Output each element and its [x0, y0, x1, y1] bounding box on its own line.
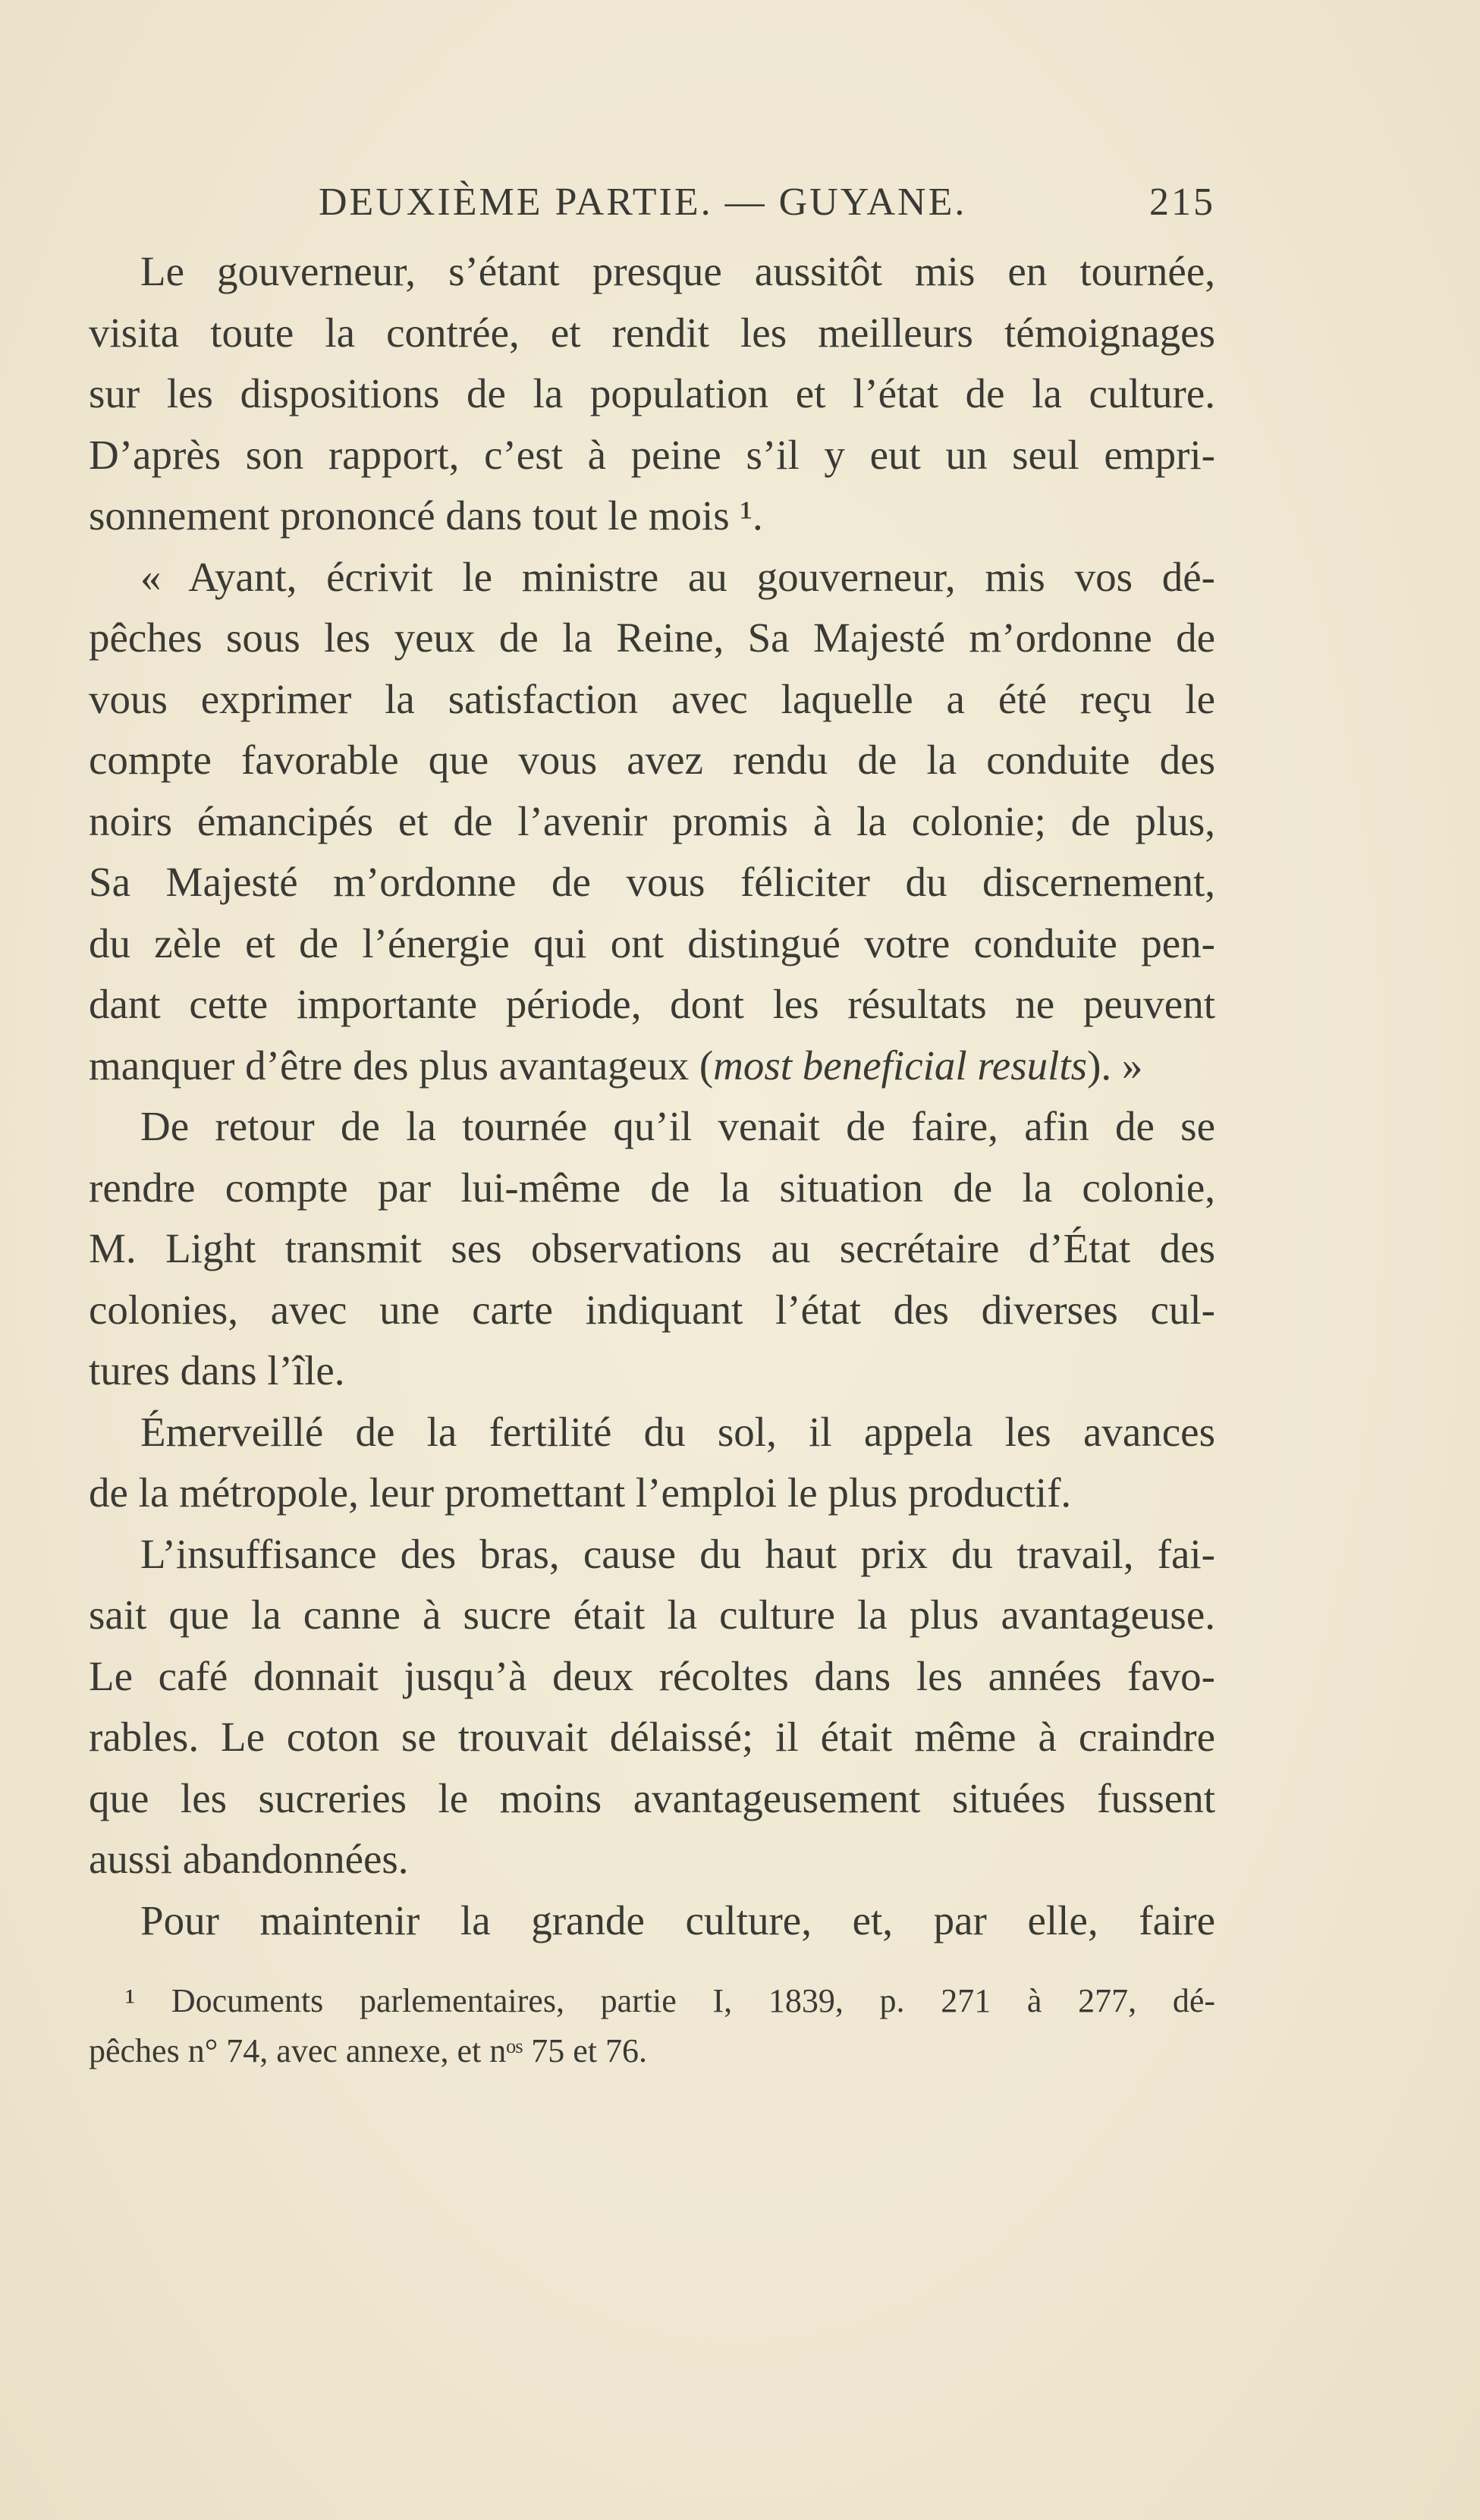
- text-line: sonnement prononcé dans tout le mois ¹.: [89, 492, 763, 539]
- text-line: que les sucreries le moins avantageusement situées fussent: [89, 1774, 1215, 1821]
- text-line: noirs émancipés et de l’avenir promis à la colonie; de plus,: [89, 797, 1215, 844]
- running-header: [89, 176, 1215, 229]
- running-title: DEUXIÈME PARTIE. — GUYANE.: [319, 181, 967, 224]
- text-line: Émerveillé de la fertilité du sol, il appela les avances: [140, 1408, 1215, 1455]
- text-line: sait que la canne à sucre était la culture la plus avantageuse.: [89, 1591, 1215, 1638]
- text-line: pêches sous les yeux de la Reine, Sa Majesté m’ordonne de: [89, 614, 1215, 661]
- text-line: M. Light transmit ses observations au secrétaire d’État des: [89, 1225, 1215, 1271]
- text-line: Pour maintenir la grande culture, et, par elle, faire: [140, 1896, 1215, 1943]
- text-line: du zèle et de l’énergie qui ont distingué votre conduite pen-: [89, 919, 1215, 966]
- text-line: vous exprimer la satisfaction avec laquelle a été reçu le: [89, 675, 1215, 722]
- text-line: aussi abandonnées.: [89, 1836, 409, 1882]
- text-line: tures dans l’île.: [89, 1347, 345, 1394]
- text-line: visita toute la contrée, et rendit les meilleurs témoignages: [89, 309, 1215, 356]
- text-line: Le gouverneur, s’étant presque aussitôt mis en tournée,: [140, 248, 1215, 294]
- text-line: sur les dispositions de la population et l’état de la culture.: [89, 370, 1215, 416]
- footnote-line: pêches n° 74, avec annexe, et nᵒˢ 75 et 76.: [89, 2032, 648, 2069]
- text-line: manquer d’être des plus avantageux (most beneficial results). »: [89, 1042, 1143, 1089]
- text-line: colonies, avec une carte indiquant l’état des diverses cul-: [89, 1286, 1215, 1333]
- text-line: rendre compte par lui-même de la situation de la colonie,: [89, 1164, 1215, 1211]
- text-line: Le café donnait jusqu’à deux récoltes dans les années favo-: [89, 1652, 1215, 1699]
- footnote-line: ¹ Documents parlementaires, partie I, 1839, p. 271 à 277, dé-: [125, 1982, 1215, 2019]
- english-quote: most beneficial results: [713, 1042, 1088, 1089]
- text-line: Sa Majesté m’ordonne de vous féliciter du discernement,: [89, 859, 1215, 905]
- text-line: dant cette importante période, dont les résultats ne peuvent: [89, 981, 1215, 1027]
- text-line: De retour de la tournée qu’il venait de faire, afin de se: [140, 1103, 1215, 1149]
- text-line: de la métropole, leur promettant l’emploi le plus productif.: [89, 1469, 1072, 1516]
- text-line: « Ayant, écrivit le ministre au gouverneur, mis vos dé-: [140, 553, 1215, 600]
- text-line: compte favorable que vous avez rendu de la conduite des: [89, 737, 1215, 783]
- page-number: 215: [1149, 181, 1215, 224]
- text-line: L’insuffisance des bras, cause du haut prix du travail, fai-: [140, 1530, 1215, 1577]
- text-line: D’après son rapport, c’est à peine s’il y eut un seul empri-: [89, 431, 1215, 478]
- text-line: rables. Le coton se trouvait délaissé; il était même à craindre: [89, 1714, 1215, 1760]
- footnotes: [89, 1976, 1215, 2076]
- body-text: [89, 241, 1215, 1951]
